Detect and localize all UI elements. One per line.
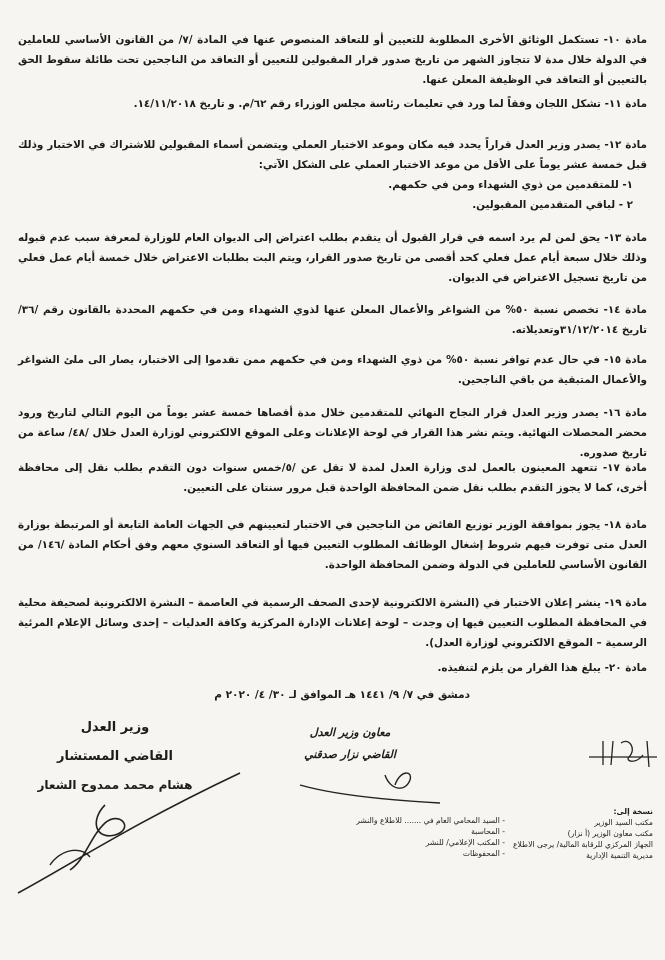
initials-signature	[585, 735, 660, 775]
article-text: ينشر إعلان الاختبار في (النشرة الالكترونية لإحدى الصحف الرسمية في العاصمة – النشرة الالكترونية لصحيفة محلية في المحافظة المطلوب التعيين فيها إن وجدت – لوحة إعلانات الإدارة المركزية وكافة العدليات – إحدى وسائل الإعلام المرئية الرسمية – الموقع الالكتروني لوزارة العدل).	[18, 597, 647, 649]
article-13	[18, 228, 647, 288]
article-text: يصدر وزير العدل قراراً يحدد فيه مكان وموعد الاختبار العملي ويتضمن أسماء المقبولين للاشتراك في الاختبار وذلك قبل خمسة عشر يوماً على الأقل من موعد الاختبار العملي على الشكل الآتي:	[18, 139, 647, 171]
cc-item: مكتب معاون الوزير (أ نزار)	[567, 829, 653, 838]
article-text: يصدر وزير العدل قرار النجاح النهائي للمتقدمين خلال مدة أقصاها خمسة عشر يوماً من اليوم التالي لتاريخ ورود محضر المحصلات النهائية. ويتم نشر هذا القرار في لوحة الإعلانات وعلى الموقع الالكتروني لوزارة العدل خلال /٤٨/ ساعة من تاريخ صدوره.	[18, 407, 647, 459]
article-label: مادة ١٦-	[603, 407, 648, 419]
article-label: مادة ١٧-	[602, 462, 647, 474]
cc-item: - المكتب الإعلامي/ للنشر	[425, 838, 505, 847]
article-10	[18, 30, 647, 90]
article-text: تشكل اللجان وفقاً لما ورد في تعليمات رئاسة مجلس الوزراء رقم ٦٢/م. و تاريخ ١٤/١١/٢٠١٨.	[133, 98, 601, 110]
article-text: في حال عدم توافر نسبة ٥٠% من ذوي الشهداء ومن في حكمهم ممن تقدموا إلى الاختبار، يصار الى ملئ الشواغر والأعمال المتبقية من باقي الناجحين.	[18, 354, 647, 386]
cc-heading: نسخة إلى:	[613, 807, 653, 816]
article-text: يحق لمن لم يرد اسمه في قرار القبول أن يتقدم بطلب اعتراض إلى الديوان العام للوزارة لمعرفة سبب عدم قبوله وذلك خلال سبعة أيام عمل فعلي كحد أقصى من تاريخ صدور القرار، ويتم البت بطلبات الاعتراض خلال خمسة أيام عمل فعلي من تاريخ تسجيل الاعتراض في الديوان.	[18, 232, 647, 284]
deputy-signature-block	[290, 722, 410, 766]
minister-name: هشام محمد ممدوح الشعار	[37, 778, 193, 792]
cc-item: - السيد المحامي العام في ....... للاطلاع والنشر	[356, 816, 505, 825]
minister-title: وزير العدل	[80, 720, 150, 735]
article-20	[18, 658, 647, 678]
cc-item: - المحفوظات	[462, 849, 505, 858]
article-label: مادة ١٥-	[604, 354, 647, 366]
cc-item: - المحاسبة	[471, 827, 505, 836]
minister-rank: القاضي المستشار	[57, 749, 173, 764]
distribution-list-right	[505, 806, 653, 861]
cc-item: مكتب السيد الوزير	[594, 818, 653, 827]
deputy-name: القاضي نزار صدقني	[304, 748, 396, 761]
minister-signature	[10, 765, 250, 905]
article-list-item: ٢ - لباقي المتقدمين المقبولين.	[472, 199, 633, 211]
article-label: مادة ١٩-	[604, 597, 647, 609]
article-15	[18, 350, 647, 390]
article-text: يبلغ هذا القرار من يلزم لتنفيذه.	[437, 662, 601, 674]
article-label: مادة ١٨-	[604, 519, 647, 531]
article-label: مادة ١١-	[604, 98, 647, 110]
article-label: مادة ١٠-	[603, 34, 647, 46]
article-11	[18, 94, 647, 114]
article-17	[18, 458, 647, 498]
article-text: تتعهد المعينون بالعمل لدى وزارة العدل لمدة لا تقل عن /٥/خمس سنوات دون التقدم بطلب نقل إلى محافظة أخرى، كما لا يجوز التقدم بطلب نقل ضمن المحافظة الواحدة قبل مرور سنتان على التعيين.	[18, 462, 647, 494]
article-18	[18, 515, 647, 575]
article-12	[18, 135, 647, 215]
article-label: مادة ١٢-	[604, 139, 647, 151]
cc-item: مديرية التنمية الإدارية	[586, 851, 653, 860]
article-list-item: ١- للمتقدمين من ذوي الشهداء ومن في حكمهم.	[388, 179, 633, 191]
distribution-list-center	[350, 815, 505, 859]
article-19	[18, 593, 647, 653]
article-text: يجوز بموافقة الوزير توزيع الفائض من الناجحين في الاختبار لتعيينهم في الجهات العامة التابعة أو المرتبطة بوزارة العدل متى توفرت فيهم شروط إشغال الوظائف المطلوب التعيين فيها أو التعاقد السنوي معهم وفق أحكام المادة /١٤٦/ من القانون الأساسي للعاملين في الدولة وضمن المحافظة الواحدة.	[18, 519, 647, 571]
article-16	[18, 403, 647, 463]
article-text: تخصص نسبة ٥٠% من الشواغر والأعمال المعلن عنها لذوي الشهداء ومن في حكمهم المحددة بالقانون رقم /٣٦/تاريخ ٣١/١٢/٢٠١٤وتعديلاته.	[18, 304, 647, 336]
cc-item: الجهاز المركزي للرقابة المالية/ يرجى الاطلاع	[512, 840, 653, 849]
article-label: مادة ٢٠-	[604, 662, 647, 674]
article-label: مادة ١٤-	[603, 304, 647, 316]
article-text: تستكمل الوثائق الأخرى المطلوبة للتعيين أو للتعاقد المنصوص عنها في المادة /٧/ من القانون الأساسي للعاملين في الدولة خلال مدة لا تتجاوز الشهر من تاريخ صدور قرار المقبولين للتعيين أو التعاقد من الناجحين تحت طائلة سقوط الحق بالتعيين أو التعاقد في الوظيفة المعلن عنها.	[18, 34, 647, 86]
article-14	[18, 300, 647, 340]
deputy-signature	[295, 765, 445, 810]
deputy-title: معاون وزير العدل	[309, 726, 391, 739]
article-label: مادة ١٣-	[604, 232, 648, 244]
decree-date: دمشق في ٧/ ٩/ ١٤٤١ هـ الموافق لـ ٣٠/ ٤/ ٢٠٢٠ م	[214, 689, 470, 701]
